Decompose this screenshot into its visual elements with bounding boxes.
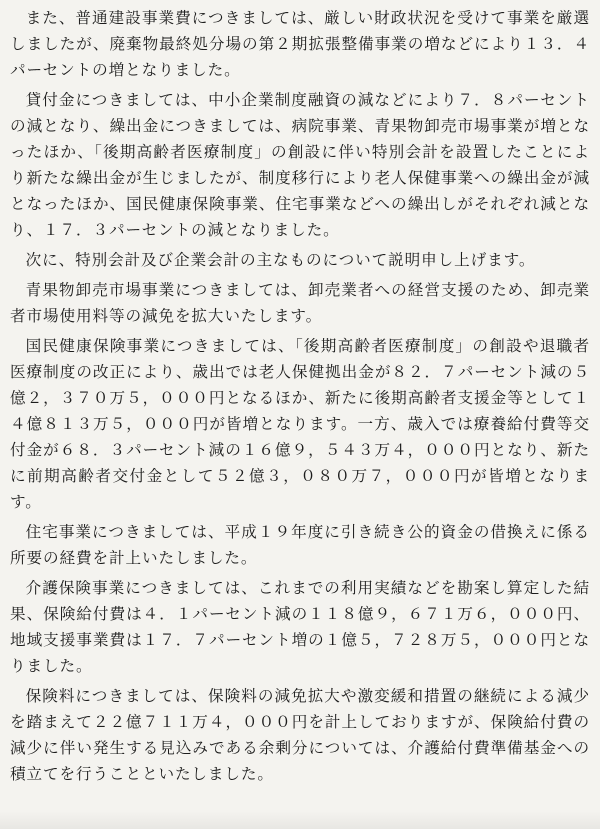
scan-shadow	[0, 811, 600, 829]
paragraph-nursing-care-insurance: 介護保険事業につきましては、これまでの利用実績などを勘案し算定した結果、保険給付費は４．１パーセント減の１１８億９，６７１万６，０００円、地域支援事業費は１７．７パーセント増の１億５，７２８万５，０００円となりました。	[10, 579, 590, 675]
paragraph-loans-transfers: 貸付金につきましては、中小企業制度融資の減などにより７．８パーセントの減となり、繰出金につきましては、病院事業、青果物卸売市場事業が増となったほか、「後期高齢者医療制度」の創設に伴い特別会計を設置したことにより新たな繰出金が生じましたが、制度移行により老人保健事業への繰出金が減となったほか、国民健康保険事業、住宅事業などへの繰出しがそれぞれ減となり、１７．３パーセントの減となりました。	[10, 91, 590, 239]
paragraph-housing: 住宅事業につきましては、平成１９年度に引き続き公的資金の借換えに係る所要の経費を計上いたしました。	[10, 523, 590, 567]
paragraph-national-health-insurance: 国民健康保険事業につきましては、「後期高齢者医療制度」の創設や退職者医療制度の改正により、歳出では老人保健拠出金が８２．７パーセント減の５億２，３７０万５，０００円となるほか、新たに後期高齢者支援金等として１４億８１３万５，０００円が皆増となります。一方、歳入では療養給付費等交付金が６８．３パーセント減の１６億９，５４３万４，０００円となり、新たに前期高齢者交付金として５２億３，０８０万７，０００円が皆増となります。	[10, 337, 590, 511]
paragraph-construction: また、普通建設事業費につきましては、厳しい財政状況を受けて事業を厳選しましたが、廃棄物最終処分場の第２期拡張整備事業の増などにより１３．４パーセントの増となりました。	[10, 9, 590, 79]
paragraph-special-accounts-intro: 次に、特別会計及び企業会計の主なものについて説明申し上げます。	[25, 251, 536, 269]
paragraph-wholesale-market: 青果物卸売市場事業につきましては、卸売業者への経営支援のため、卸売業者市場使用料等の減免を拡大いたします。	[10, 281, 590, 325]
paragraph-insurance-premiums: 保険料につきましては、保険料の減免拡大や激変緩和措置の継続による減少を踏まえて２２億７１１万４，０００円を計上しておりますが、保険給付費の減少に伴い発生する見込みである余剰分については、介護給付費準備基金への積立てを行うことといたしました。	[10, 687, 590, 783]
